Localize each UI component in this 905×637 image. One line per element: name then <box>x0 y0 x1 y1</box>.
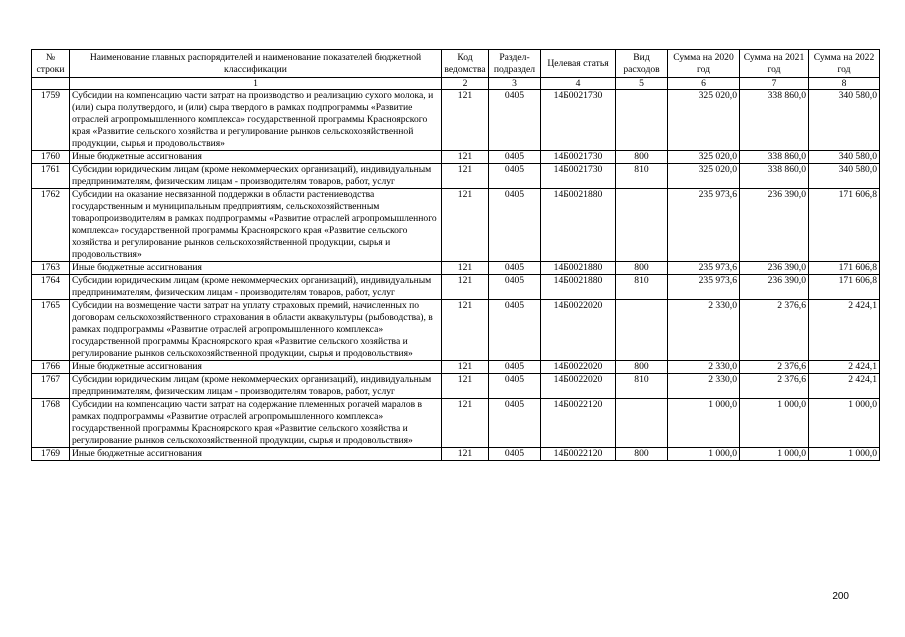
cell-s2021: 338 860,0 <box>740 164 809 189</box>
cell-cel: 14Б0022020 <box>541 361 616 374</box>
cell-ved: 121 <box>442 189 489 262</box>
cell-vid <box>616 90 668 151</box>
cell-s2021: 236 390,0 <box>740 189 809 262</box>
cell-name: Иные бюджетные ассигнования <box>70 262 442 275</box>
cell-razdel: 0405 <box>489 399 541 448</box>
cell-s2022: 1 000,0 <box>809 399 880 448</box>
colnum: 6 <box>668 78 740 90</box>
cell-s2020: 325 020,0 <box>668 90 740 151</box>
cell-vid <box>616 399 668 448</box>
cell-name: Субсидии юридическим лицам (кроме некоммерческих организаций), индивидуальным предпринимателям, физическим лицам - производителям товаров, работ, услуг <box>70 374 442 399</box>
cell-s2022: 171 606,8 <box>809 189 880 262</box>
colnum: 3 <box>489 78 541 90</box>
cell-name: Субсидии юридическим лицам (кроме некоммерческих организаций), индивидуальным предпринимателям, физическим лицам - производителям товаров, работ, услуг <box>70 164 442 189</box>
cell-cel: 14Б0022020 <box>541 300 616 361</box>
table-row <box>32 151 880 164</box>
header-vid: Вид расходов <box>616 50 668 78</box>
table-row <box>32 448 880 461</box>
cell-cel: 14Б0022020 <box>541 374 616 399</box>
table-row <box>32 275 880 300</box>
colnum: 2 <box>442 78 489 90</box>
cell-cel: 14Б0021880 <box>541 275 616 300</box>
header-s2021: Сумма на 2021 год <box>740 50 809 78</box>
cell-cel: 14Б0021730 <box>541 90 616 151</box>
cell-num: 1766 <box>32 361 70 374</box>
cell-name: Иные бюджетные ассигнования <box>70 361 442 374</box>
cell-s2020: 1 000,0 <box>668 399 740 448</box>
cell-ved: 121 <box>442 361 489 374</box>
cell-s2022: 340 580,0 <box>809 164 880 189</box>
cell-ved: 121 <box>442 275 489 300</box>
cell-cel: 14Б0022120 <box>541 448 616 461</box>
cell-vid <box>616 300 668 361</box>
cell-razdel: 0405 <box>489 275 541 300</box>
cell-s2022: 171 606,8 <box>809 275 880 300</box>
cell-s2020: 235 973,6 <box>668 189 740 262</box>
cell-ved: 121 <box>442 90 489 151</box>
cell-vid: 800 <box>616 262 668 275</box>
budget-table <box>31 49 880 461</box>
cell-s2021: 2 376,6 <box>740 300 809 361</box>
cell-s2022: 340 580,0 <box>809 151 880 164</box>
page-number: 200 <box>832 591 849 602</box>
header-s2020: Сумма на 2020 год <box>668 50 740 78</box>
cell-razdel: 0405 <box>489 151 541 164</box>
header-name: Наименование главных распорядителей и наименование показателей бюджетной классификации <box>70 50 442 78</box>
cell-vid: 800 <box>616 361 668 374</box>
cell-ved: 121 <box>442 151 489 164</box>
header-s2022: Сумма на 2022 год <box>809 50 880 78</box>
cell-s2020: 235 973,6 <box>668 275 740 300</box>
cell-num: 1761 <box>32 164 70 189</box>
cell-s2020: 2 330,0 <box>668 361 740 374</box>
cell-num: 1769 <box>32 448 70 461</box>
header-num: № строки <box>32 50 70 78</box>
cell-vid: 800 <box>616 151 668 164</box>
table-row <box>32 399 880 448</box>
cell-s2021: 2 376,6 <box>740 361 809 374</box>
cell-s2020: 1 000,0 <box>668 448 740 461</box>
cell-razdel: 0405 <box>489 448 541 461</box>
cell-name: Субсидии на компенсацию части затрат на производство и реализацию сухого молока, и (или) сыра полутвердого, и (или) сыра твердого в рамках подпрограммы «Развитие отраслей агропромышленного комплекса» государственной программы Красноярского края «Развитие сельского хозяйства и регулирование рынков сельскохозяйственной продукции, сырья и продовольствия» <box>70 90 442 151</box>
cell-s2020: 325 020,0 <box>668 151 740 164</box>
budget-page <box>31 49 879 461</box>
cell-ved: 121 <box>442 164 489 189</box>
cell-vid: 810 <box>616 275 668 300</box>
cell-cel: 14Б0021730 <box>541 151 616 164</box>
table-row <box>32 361 880 374</box>
cell-num: 1767 <box>32 374 70 399</box>
cell-razdel: 0405 <box>489 90 541 151</box>
colnum: 7 <box>740 78 809 90</box>
cell-s2022: 340 580,0 <box>809 90 880 151</box>
cell-vid: 810 <box>616 164 668 189</box>
header-row <box>32 50 880 78</box>
cell-cel: 14Б0021730 <box>541 164 616 189</box>
cell-name: Иные бюджетные ассигнования <box>70 448 442 461</box>
cell-name: Субсидии юридическим лицам (кроме некоммерческих организаций), индивидуальным предпринимателям, физическим лицам - производителям товаров, работ, услуг <box>70 275 442 300</box>
cell-razdel: 0405 <box>489 361 541 374</box>
colnum: 1 <box>70 78 442 90</box>
table-row <box>32 164 880 189</box>
table-body <box>32 90 880 461</box>
cell-vid: 810 <box>616 374 668 399</box>
cell-s2021: 2 376,6 <box>740 374 809 399</box>
colnum <box>32 78 70 90</box>
cell-s2021: 1 000,0 <box>740 399 809 448</box>
cell-vid <box>616 189 668 262</box>
table-row <box>32 90 880 151</box>
cell-cel: 14Б0022120 <box>541 399 616 448</box>
cell-s2020: 2 330,0 <box>668 374 740 399</box>
cell-s2022: 2 424,1 <box>809 374 880 399</box>
colnum: 4 <box>541 78 616 90</box>
cell-ved: 121 <box>442 399 489 448</box>
cell-num: 1759 <box>32 90 70 151</box>
cell-s2022: 2 424,1 <box>809 300 880 361</box>
cell-num: 1762 <box>32 189 70 262</box>
cell-razdel: 0405 <box>489 189 541 262</box>
cell-ved: 121 <box>442 300 489 361</box>
cell-name: Субсидии на компенсацию части затрат на содержание племенных рогачей маралов в рамках подпрограммы «Развитие отраслей агропромышленного комплекса» государственной программы Красноярского края «Развитие сельского хозяйства и регулирование рынков сельскохозяйственной продукции, сырья и продовольствия» <box>70 399 442 448</box>
cell-num: 1764 <box>32 275 70 300</box>
cell-s2020: 235 973,6 <box>668 262 740 275</box>
cell-num: 1760 <box>32 151 70 164</box>
header-ved: Код ведомства <box>442 50 489 78</box>
cell-s2021: 236 390,0 <box>740 275 809 300</box>
header-cel: Целевая статья <box>541 50 616 78</box>
cell-s2022: 1 000,0 <box>809 448 880 461</box>
cell-s2020: 325 020,0 <box>668 164 740 189</box>
cell-s2020: 2 330,0 <box>668 300 740 361</box>
cell-razdel: 0405 <box>489 164 541 189</box>
cell-razdel: 0405 <box>489 262 541 275</box>
cell-cel: 14Б0021880 <box>541 262 616 275</box>
cell-s2021: 236 390,0 <box>740 262 809 275</box>
cell-vid: 800 <box>616 448 668 461</box>
cell-razdel: 0405 <box>489 300 541 361</box>
cell-num: 1765 <box>32 300 70 361</box>
table-row <box>32 300 880 361</box>
cell-ved: 121 <box>442 262 489 275</box>
cell-num: 1763 <box>32 262 70 275</box>
table-row <box>32 262 880 275</box>
cell-s2022: 2 424,1 <box>809 361 880 374</box>
header-razdel: Раздел-подраздел <box>489 50 541 78</box>
table-row <box>32 374 880 399</box>
column-number-row <box>32 78 880 90</box>
cell-ved: 121 <box>442 374 489 399</box>
cell-s2021: 338 860,0 <box>740 90 809 151</box>
colnum: 8 <box>809 78 880 90</box>
cell-name: Субсидии на возмещение части затрат на уплату страховых премий, начисленных по договорам сельскохозяйственного страхования в области аквакультуры (рыбоводства), в рамках подпрограммы «Развитие отраслей агропромышленного комплекса» государственной программы Красноярского края «Развитие сельского хозяйства и регулирование рынков сельскохозяйственной продукции, сырья и продовольствия» <box>70 300 442 361</box>
table-row <box>32 189 880 262</box>
cell-name: Иные бюджетные ассигнования <box>70 151 442 164</box>
cell-s2022: 171 606,8 <box>809 262 880 275</box>
cell-cel: 14Б0021880 <box>541 189 616 262</box>
cell-s2021: 1 000,0 <box>740 448 809 461</box>
cell-num: 1768 <box>32 399 70 448</box>
cell-s2021: 338 860,0 <box>740 151 809 164</box>
colnum: 5 <box>616 78 668 90</box>
cell-razdel: 0405 <box>489 374 541 399</box>
cell-ved: 121 <box>442 448 489 461</box>
cell-name: Субсидии на оказание несвязанной поддержки в области растениеводства государственным и муниципальным предприятиям, сельскохозяйственным товаропроизводителям в рамках подпрограммы «Развитие отраслей агропромышленного комплекса» государственной программы Красноярского края «Развитие сельского хозяйства и регулирование рынков сельскохозяйственной продукции, сырья и продовольствия» <box>70 189 442 262</box>
